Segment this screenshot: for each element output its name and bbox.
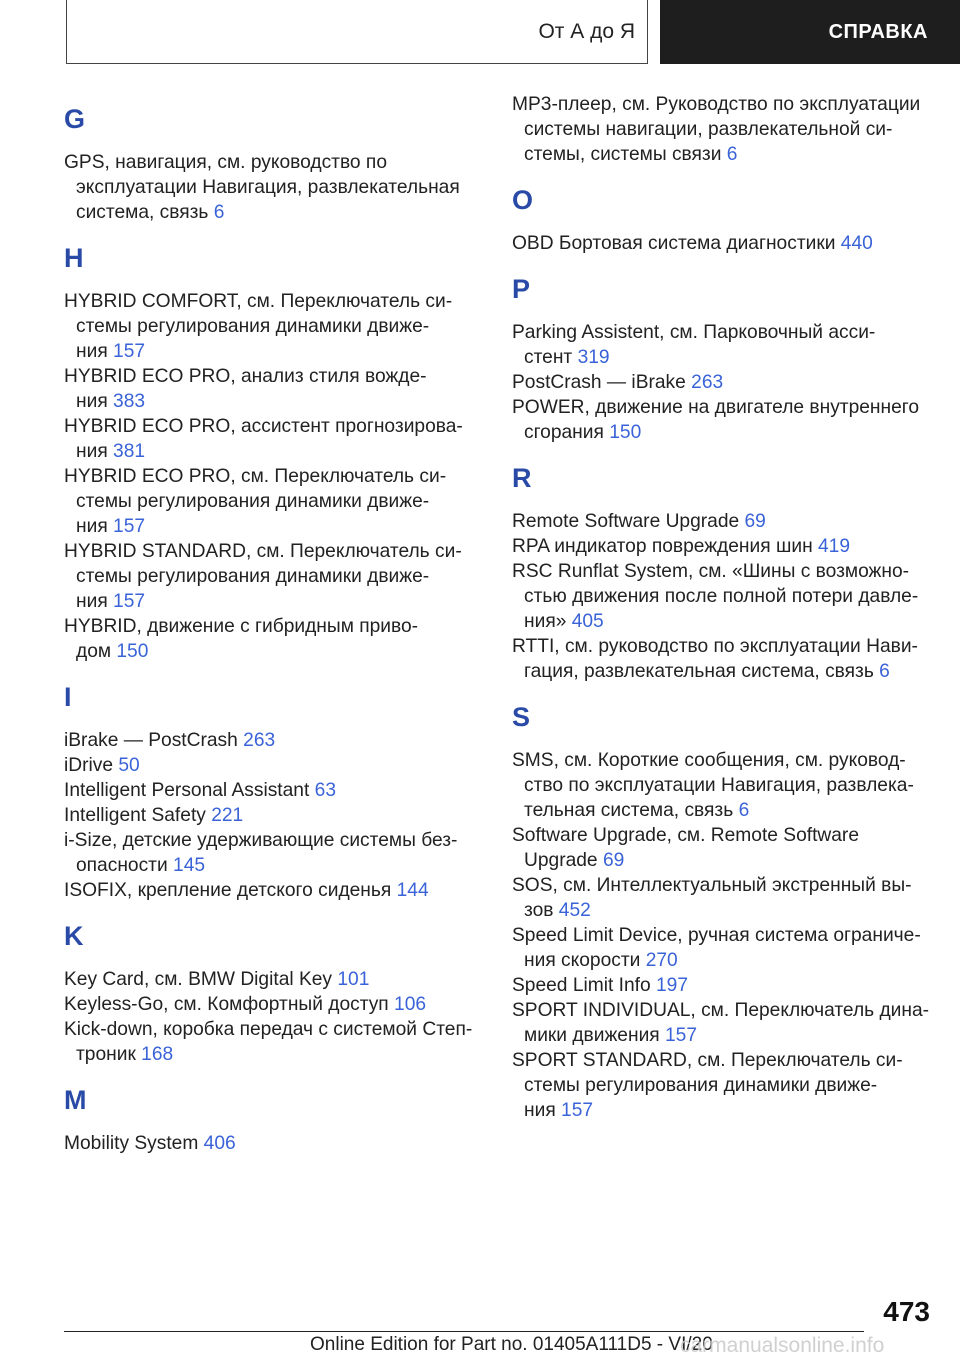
index-entry-text: HYBRID ECO PRO, ассистент прогнозирова- [64, 416, 463, 437]
index-entry-text: i-Size, детские удерживающие системы без- [64, 830, 458, 851]
index-entry [64, 992, 484, 1017]
index-entry-text: RTTI, см. руководство по эксплуатации Нави- [512, 636, 918, 657]
page-reference-link[interactable]: 406 [203, 1133, 236, 1154]
page-header [0, 0, 960, 66]
index-entry-text: мики движения [524, 1025, 666, 1046]
index-entry-text: стент [524, 347, 578, 368]
index-letter-heading: I [64, 682, 72, 712]
index-entry-text: Kick-down, коробка передач с системой Степ- [64, 1019, 473, 1040]
index-entry-text: Keyless-Go, см. Комфортный доступ [64, 994, 395, 1015]
page-reference-link[interactable]: 106 [394, 994, 427, 1015]
page-reference-link[interactable]: 452 [558, 900, 591, 921]
index-entry-text: Parking Assistent, см. Парковочный асси- [512, 322, 876, 343]
index-entry-text: SMS, см. Короткие сообщения, см. руковод- [512, 750, 906, 771]
index-entry [512, 973, 932, 998]
index-entry [512, 923, 932, 973]
index-entry [512, 873, 932, 923]
page-reference-link[interactable]: 6 [213, 202, 225, 223]
index-entry-text: опасности [76, 855, 174, 876]
index-entry [512, 231, 932, 256]
page-reference-link[interactable]: 157 [665, 1025, 698, 1046]
page-reference-link[interactable]: 6 [738, 800, 750, 821]
page-reference-link[interactable]: 405 [571, 611, 604, 632]
index-entry-text: троник [76, 1044, 142, 1065]
index-entry-text: Remote Software Upgrade [512, 511, 745, 532]
index-entry [512, 998, 932, 1048]
index-entry-text: ния» [524, 611, 572, 632]
index-entry-text: MP3-плеер, см. Руководство по эксплуатации [512, 94, 921, 115]
page-number: 473 [883, 1296, 930, 1327]
index-entry [64, 728, 484, 753]
page-reference-link[interactable]: 69 [602, 850, 625, 871]
index-letter-heading: H [64, 243, 84, 273]
index-entry [512, 395, 932, 445]
index-entry-text: эксплуатации Навигация, развлекательная [76, 177, 460, 198]
page-reference-link[interactable]: 263 [243, 730, 276, 751]
page-reference-link[interactable]: 145 [173, 855, 206, 876]
index-entry [512, 370, 932, 395]
index-entry-text: RPA индикатор повреждения шин [512, 536, 818, 557]
index-letter-heading: M [64, 1085, 87, 1115]
page-reference-link[interactable]: 221 [211, 805, 244, 826]
page-reference-link[interactable]: 157 [113, 516, 146, 537]
index-column-left [64, 92, 484, 1156]
index-entry-text: ISOFIX, крепление детского сиденья [64, 880, 397, 901]
index-entry-text: ство по эксплуатации Навигация, развлека- [524, 775, 914, 796]
index-entry-text: Upgrade [524, 850, 603, 871]
index-entry [64, 150, 484, 225]
index-entry-text: системы навигации, развлекательной си- [524, 119, 893, 140]
page-reference-link[interactable]: 6 [726, 144, 738, 165]
index-entry-text: Speed Limit Device, ручная система ограниче- [512, 925, 921, 946]
index-entry-text: HYBRID ECO PRO, анализ стиля вожде- [64, 366, 427, 387]
index-letter-heading: S [512, 702, 531, 732]
index-column-right [512, 92, 932, 1123]
index-entry-text: RSC Runflat System, см. «Шины с возможно- [512, 561, 910, 582]
index-entry [64, 1017, 484, 1067]
index-entry-text: HYBRID STANDARD, см. Переключатель си- [64, 541, 462, 562]
page-reference-link[interactable]: 150 [609, 422, 642, 443]
page-reference-link[interactable]: 419 [818, 536, 851, 557]
index-entry [64, 753, 484, 778]
index-entry [64, 289, 484, 364]
footer-divider [64, 1331, 864, 1332]
index-entry [512, 92, 932, 167]
index-entry-text: гация, развлекательная система, связь [524, 661, 880, 682]
index-letter-heading: K [64, 921, 84, 951]
index-entry-text: система, связь [76, 202, 214, 223]
page-reference-link[interactable]: 383 [113, 391, 146, 412]
index-entry [64, 364, 484, 414]
index-entry-text: HYBRID, движение с гибридным приво- [64, 616, 419, 637]
page-reference-link[interactable]: 69 [744, 511, 766, 532]
index-entry-text: ния [76, 516, 114, 537]
page-reference-link[interactable]: 6 [879, 661, 890, 682]
page-reference-link[interactable]: 263 [691, 372, 724, 393]
index-entry-text: дом [76, 641, 117, 662]
page-reference-link[interactable]: 270 [645, 950, 678, 971]
page-reference-link[interactable]: 50 [118, 755, 140, 776]
page-reference-link[interactable]: 381 [113, 441, 146, 462]
index-entry-text: iDrive [64, 755, 119, 776]
index-entry [512, 634, 932, 684]
index-entry [64, 828, 484, 878]
index-entry [512, 320, 932, 370]
index-entry-text: Key Card, см. BMW Digital Key [64, 969, 338, 990]
index-entry-text: Intelligent Personal Assistant [64, 780, 315, 801]
index-entry [64, 803, 484, 828]
index-entry-text: SPORT INDIVIDUAL, см. Переключатель дина- [512, 1000, 930, 1021]
index-entry [512, 1048, 932, 1123]
page-reference-link[interactable]: 144 [396, 880, 429, 901]
index-entry-text: стемы регулирования динамики движе- [76, 316, 430, 337]
index-letter-heading: R [512, 463, 532, 493]
index-entry-text: POWER, движение на двигателе внутреннего [512, 397, 920, 418]
index-entry-text: ния [76, 591, 114, 612]
index-entry-text: Intelligent Safety [64, 805, 212, 826]
index-entry [512, 748, 932, 823]
index-entry [512, 559, 932, 634]
index-entry-text: стемы регулирования динамики движе- [76, 566, 430, 587]
index-entry [512, 509, 932, 534]
index-entry-text: тельная система, связь [524, 800, 739, 821]
index-entry-text: Software Upgrade, см. Remote Software [512, 825, 859, 846]
index-entry-text: стемы регулирования динамики движе- [76, 491, 430, 512]
index-entry [64, 967, 484, 992]
index-letter-heading: O [512, 185, 534, 215]
page-reference-link[interactable]: 157 [113, 591, 146, 612]
page-reference-link[interactable]: 101 [337, 969, 370, 990]
section-tab [660, 0, 960, 64]
index-entry-text: GPS, навигация, см. руководство по [64, 152, 387, 173]
page-reference-link[interactable]: 63 [314, 780, 336, 801]
index-entry-text: ния [76, 441, 114, 462]
index-entry [64, 539, 484, 614]
page-reference-link[interactable]: 157 [113, 341, 146, 362]
index-entry-text: SOS, см. Интеллектуальный экстренный вы- [512, 875, 912, 896]
index-entry-text: стью движения после полной потери давле- [524, 586, 919, 607]
index-entry [64, 464, 484, 539]
index-entry-text: сгорания [524, 422, 610, 443]
index-entry-text: HYBRID ECO PRO, см. Переключатель си- [64, 466, 447, 487]
index-entry-text: OBD Бортовая система диагностики [512, 233, 841, 254]
index-entry [64, 414, 484, 464]
index-entry [64, 778, 484, 803]
index-entry-text: SPORT STANDARD, см. Переключатель си- [512, 1050, 903, 1071]
index-entry-text: зов [524, 900, 559, 921]
breadcrumb-tab [66, 0, 648, 64]
index-entry-text: ния [524, 1100, 562, 1121]
index-entry-text: стемы, системы связи [524, 144, 727, 165]
breadcrumb-label: От А до Я [538, 19, 635, 43]
watermark: carmanualsonline.info [680, 1334, 885, 1357]
page-reference-link[interactable]: 157 [561, 1100, 594, 1121]
index-entry-text: PostCrash — iBrake [512, 372, 692, 393]
index-entry [512, 823, 932, 873]
index-entry-text: Mobility System [64, 1133, 204, 1154]
index-entry-text: ния [76, 391, 114, 412]
index-entry-text: HYBRID COMFORT, см. Переключатель си- [64, 291, 453, 312]
index-entry [64, 614, 484, 664]
index-entry [64, 878, 484, 903]
index-entry [64, 1131, 484, 1156]
index-entry-text: Speed Limit Info [512, 975, 656, 996]
page-reference-link[interactable]: 197 [656, 975, 689, 996]
edition-note: Online Edition for Part no. 01405A111D5 - VI/20 [310, 1334, 713, 1355]
index-letter-heading: P [512, 274, 531, 304]
page-reference-link[interactable]: 319 [577, 347, 610, 368]
index-entry-text: ния скорости [524, 950, 646, 971]
index-letter-heading: G [64, 104, 86, 134]
section-label: СПРАВКА [828, 20, 928, 43]
index-entry [512, 534, 932, 559]
index-entry-text: стемы регулирования динамики движе- [524, 1075, 878, 1096]
page-reference-link[interactable]: 440 [840, 233, 873, 254]
index-entry-text: ния [76, 341, 114, 362]
index-entry-text: iBrake — PostCrash [64, 730, 244, 751]
page-reference-link[interactable]: 168 [141, 1044, 174, 1065]
page-reference-link[interactable]: 150 [116, 641, 149, 662]
